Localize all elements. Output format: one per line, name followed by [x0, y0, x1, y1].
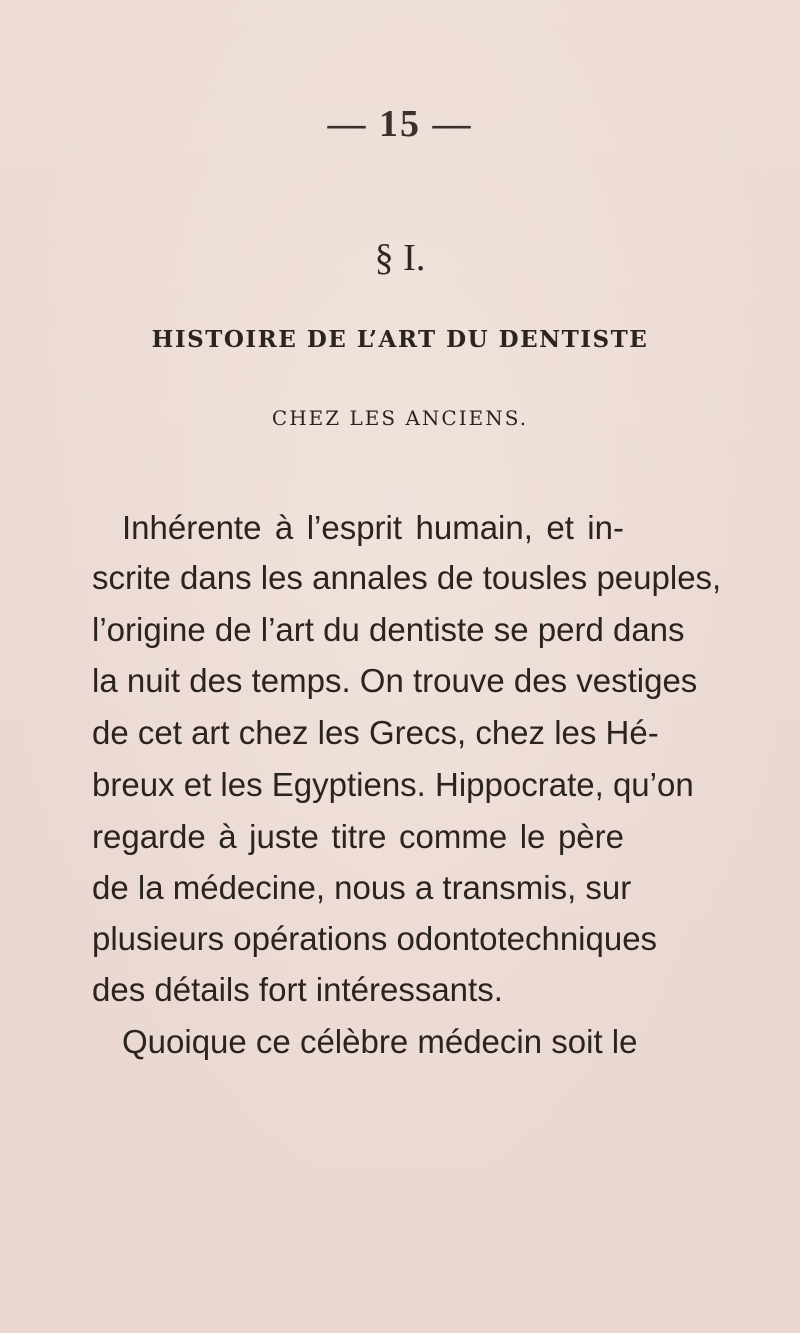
text-line: plusieurs opérations odontotechniques [92, 920, 658, 957]
text-line: regarde à juste titre comme le père [92, 818, 624, 855]
chapter-title: HISTOIRE DE L’ART DU DENTISTE [151, 326, 649, 353]
text-line: scrite dans les annales de tousles peuples, [92, 559, 722, 596]
text-line: des détails fort intéressants. [92, 971, 503, 1008]
text-line: l’origine de l’art du dentiste se perd dans [92, 611, 685, 648]
text-line: Inhérente à l’esprit humain, et in- [122, 509, 624, 546]
text-line: la nuit des temps. On trouve des vestiges [92, 662, 698, 699]
text-line: de cet art chez les Grecs, chez les Hé- [92, 714, 659, 751]
page-number: — 15 — [327, 103, 473, 145]
section-heading: § I. [374, 237, 426, 279]
text-line: breux et les Egyptiens. Hippocrate, qu’on [92, 766, 694, 803]
text-line: Quoique ce célèbre médecin soit le [122, 1023, 638, 1060]
text-line: de la médecine, nous a transmis, sur [92, 869, 632, 906]
chapter-subtitle: CHEZ LES ANCIENS. [271, 406, 529, 430]
